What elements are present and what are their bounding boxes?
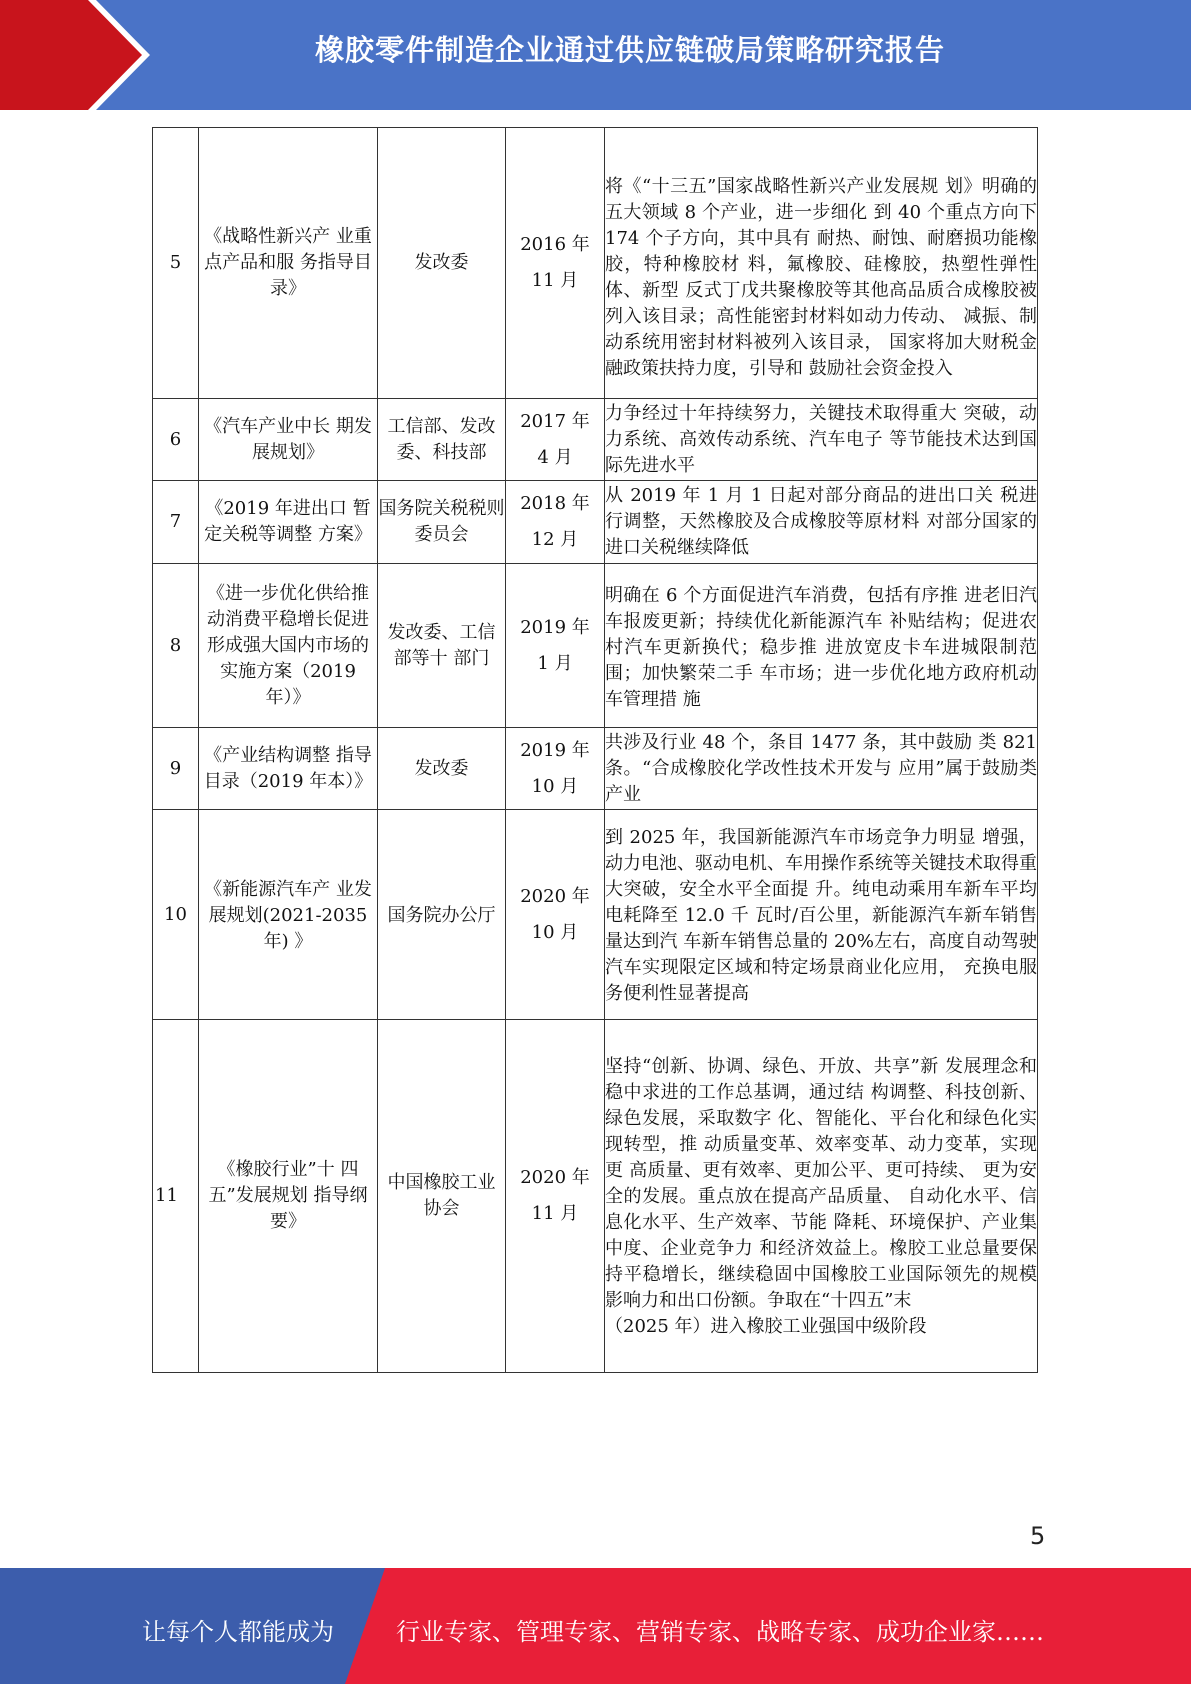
row-number: 9 — [153, 728, 199, 810]
issuing-department: 发改委 — [378, 728, 506, 810]
issue-date: 2018 年 12 月 — [506, 481, 605, 564]
policy-description: 从 2019 年 1 月 1 日起对部分商品的进出口关 税进行调整，天然橡胶及合成橡胶等原材料 对部分国家的进口关税继续降低 — [605, 481, 1038, 564]
issuing-department: 国务院关税税则委员会 — [378, 481, 506, 564]
issuing-department: 发改委、工信部等十 部门 — [378, 564, 506, 728]
issue-date: 2017 年 4 月 — [506, 399, 605, 481]
policy-name: 《战略性新兴产 业重点产品和服 务指导目录》 — [199, 128, 378, 399]
footer-slogan-right: 行业专家、管理专家、营销专家、战略专家、成功企业家…… — [396, 1618, 1044, 1646]
table-row — [153, 399, 1038, 481]
table-row — [153, 810, 1038, 1020]
issuing-department: 工信部、发改委、科技部 — [378, 399, 506, 481]
table-row — [153, 564, 1038, 728]
page-number: 5 — [1030, 1522, 1046, 1550]
policy-name: 《汽车产业中长 期发展规划》 — [199, 399, 378, 481]
row-number: 11 — [153, 1020, 199, 1373]
issue-date: 2016 年 11 月 — [506, 128, 605, 399]
policy-description: 到 2025 年，我国新能源汽车市场竞争力明显 增强，动力电池、驱动电机、车用操作系统等关键技术取得重大突破，安全水平全面提 升。纯电动乘用车新车平均电耗降至 12.0 千 瓦时/百公里，新能源汽车新车销售量达到汽 车新车销售总量的 20%左右，高度自动驾驶 汽车实现限定区域和特定场景商业化应用， 充换电服务便利性显著提高 — [605, 810, 1038, 1020]
policy-name: 《橡胶行业”十 四五”发展规划 指导纲要》 — [199, 1020, 378, 1373]
policy-table — [152, 127, 1038, 1373]
policy-name: 《2019 年进出口 暂定关税等调整 方案》 — [199, 481, 378, 564]
issue-date: 2020 年 10 月 — [506, 810, 605, 1020]
page-header — [0, 0, 1191, 110]
policy-description: 共涉及行业 48 个，条目 1477 条，其中鼓励 类 821 条。“合成橡胶化学改性技术开发与 应用”属于鼓励类产业 — [605, 728, 1038, 810]
row-number: 6 — [153, 399, 199, 481]
table-row — [153, 728, 1038, 810]
header-arrow-decoration — [0, 0, 142, 110]
report-title: 橡胶零件制造企业通过供应链破局策略研究报告 — [314, 33, 945, 67]
issue-date: 2020 年 11 月 — [506, 1020, 605, 1373]
table-row — [153, 128, 1038, 399]
policy-description: 力争经过十年持续努力，关键技术取得重大 突破，动力系统、高效传动系统、汽车电子 等节能技术达到国际先进水平 — [605, 399, 1038, 481]
table-row — [153, 1020, 1038, 1373]
row-number: 7 — [153, 481, 199, 564]
policy-name: 《进一步优化供给推动消费平稳增长促进形成强大国内市场的实施方案（2019 年）》 — [199, 564, 378, 728]
policy-name: 《产业结构调整 指导目录（2019 年本）》 — [199, 728, 378, 810]
issue-date: 2019 年 10 月 — [506, 728, 605, 810]
page-footer — [0, 1568, 1191, 1684]
policy-description: 坚持“创新、协调、绿色、开放、共享”新 发展理念和稳中求进的工作总基调，通过结 构调整、科技创新、绿色发展，采取数字 化、智能化、平台化和绿色化实现转型，推 动质量变革、效率变革、动力变革，实现更 高质量、更有效率、更加公平、更可持续、 更为安全的发展。重点放在提高产品质量、 自动化水平、信息化水平、生产效率、节能 降耗、环境保护、产业集中度、企业竞争力 和经济效益上。橡胶工业总量要保持平稳增长，继续稳固中国橡胶工业国际领先的规模 影响力和出口份额。争取在“十四五”末 （2025 年）进入橡胶工业强国中级阶段 — [605, 1020, 1038, 1373]
policy-description: 明确在 6 个方面促进汽车消费，包括有序推 进老旧汽车报废更新；持续优化新能源汽车 补贴结构；促进农村汽车更新换代；稳步推 进放宽皮卡车进城限制范围；加快繁荣二手 车市场；进一步优化地方政府机动车管理措 施 — [605, 564, 1038, 728]
policy-description: 将《“十三五”国家战略性新兴产业发展规 划》明确的五大领域 8 个产业，进一步细化 到 40 个重点方向下 174 个子方向，其中具有 耐热、耐蚀、耐磨损功能橡胶，特种橡胶材 料，氟橡胶、硅橡胶，热塑性弹性体、新型 反式丁戊共聚橡胶等其他高品质合成橡胶被 列入该目录；高性能密封材料如动力传动、 减振、制动系统用密封材料被列入该目录， 国家将加大财税金融政策扶持力度，引导和 鼓励社会资金投入 — [605, 128, 1038, 399]
issuing-department: 中国橡胶工业协会 — [378, 1020, 506, 1373]
footer-slogan-left: 让每个人都能成为 — [142, 1618, 334, 1646]
row-number: 5 — [153, 128, 199, 399]
table-row — [153, 481, 1038, 564]
policy-name: 《新能源汽车产 业发展规划(2021-2035 年) 》 — [199, 810, 378, 1020]
issuing-department: 国务院办公厅 — [378, 810, 506, 1020]
issue-date: 2019 年 1 月 — [506, 564, 605, 728]
row-number: 10 — [153, 810, 199, 1020]
row-number: 8 — [153, 564, 199, 728]
issuing-department: 发改委 — [378, 128, 506, 399]
